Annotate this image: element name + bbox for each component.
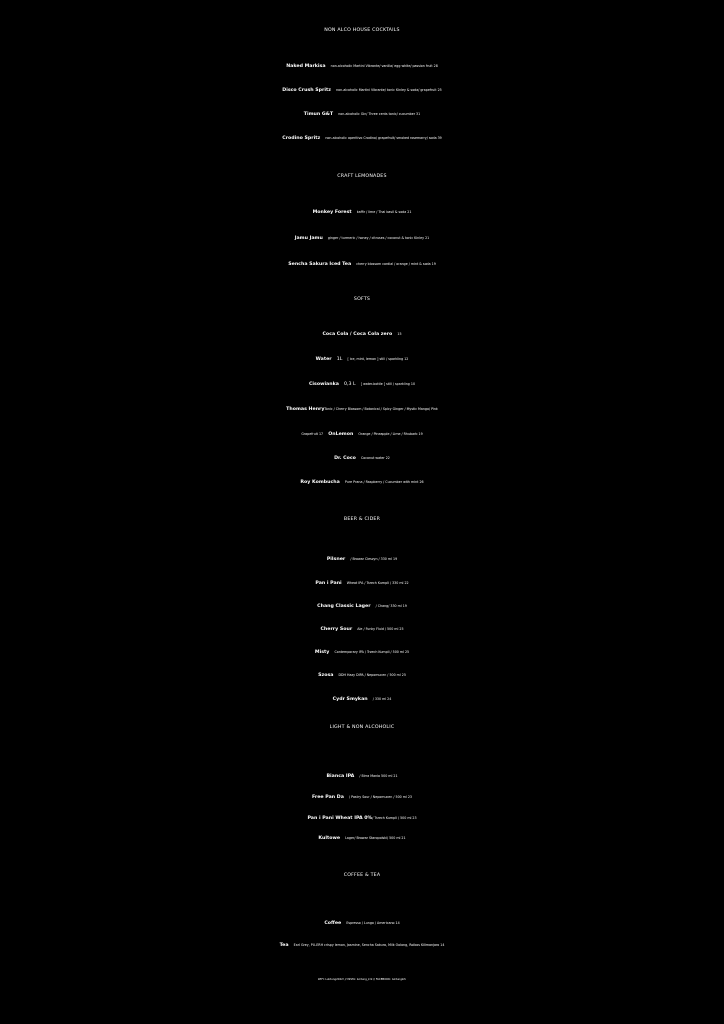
item-name: Pan i Pani Wheat IPA 0% bbox=[307, 816, 373, 821]
item-description: non-alcoholic Martini Vibrante/ vanilla/ egg white/ passion fruit 28 bbox=[330, 64, 438, 68]
menu-item bbox=[0, 806, 724, 822]
item-name: Misty bbox=[314, 650, 330, 655]
menu-item bbox=[0, 200, 724, 216]
item-description: ginger / turmeric / honey / citruses / coconut & tonic Kinley 21 bbox=[327, 236, 430, 240]
item-description: Espresso / Lungo / Americano 14 bbox=[346, 921, 400, 925]
item-name: Dr. Coco bbox=[334, 456, 356, 461]
menu-item bbox=[0, 78, 724, 94]
item-description: kaffir / lime / Thai basil & soda 21 bbox=[356, 210, 412, 214]
item-name: Chang Classic Lager bbox=[317, 604, 371, 609]
item-name: Coca Cola / Coca Cola zero bbox=[322, 332, 393, 337]
section-heading: SOFTS bbox=[353, 297, 371, 302]
menu-item bbox=[0, 911, 724, 927]
item-description: cherry blossom cordial / orange / mint & soda 19 bbox=[356, 262, 436, 266]
section-heading: LIGHT & NON ALCOHOLIC bbox=[329, 725, 395, 730]
item-description: / Trzech Kumpli / 500 ml 23 bbox=[372, 816, 417, 820]
item-name: Coffee bbox=[324, 921, 342, 926]
item-description: Coconut water 22 bbox=[360, 456, 390, 460]
menu-item bbox=[0, 422, 724, 438]
item-name: Water bbox=[315, 357, 332, 362]
menu-item bbox=[0, 54, 724, 70]
footer-contact: WIFI: Luktung2022! // INSTA: luktung_krk // FACEBOOK: luktungkrk bbox=[317, 978, 407, 981]
item-description: Orange / Pineapple / Lime / Rhubarb 19 bbox=[358, 432, 423, 436]
item-description: Lager/ Browar Staropolski/ 500 ml 21 bbox=[345, 836, 406, 840]
item-description: / Browar Cieszyn / 330 ml 19 bbox=[350, 557, 398, 561]
menu-item bbox=[0, 594, 724, 610]
menu-item bbox=[0, 446, 724, 462]
item-name: Thomas Henry bbox=[286, 407, 325, 412]
item-name: Timun G&T bbox=[303, 112, 334, 117]
item-name: Szosa bbox=[318, 673, 334, 678]
item-description: Ale / Funky Fluid / 500 ml 25 bbox=[357, 627, 404, 631]
item-name: Roy Kombucha bbox=[300, 480, 340, 485]
item-name: Monkey Forest bbox=[312, 210, 352, 215]
menu-item bbox=[0, 826, 724, 842]
item-name: Free Pan Da bbox=[311, 795, 344, 800]
item-name: Bianca IPA bbox=[326, 774, 355, 779]
section-heading: CRAFT LEMONADES bbox=[337, 174, 387, 179]
menu-item bbox=[0, 470, 724, 486]
item-name: Cherry Sour bbox=[320, 627, 353, 632]
item-name: Cisowianka bbox=[308, 382, 339, 387]
item-description: Earl Grey, PU-ERH crispy lemon, Jasmine, Sencha Sakura, Milk Oolong, Roibos Kilimanjaro 14 bbox=[293, 943, 445, 947]
item-description: / Pastry Sour / Nepomucen / 500 ml 23 bbox=[349, 795, 412, 799]
item-name: OnLemon bbox=[328, 432, 354, 437]
menu-item bbox=[0, 126, 724, 142]
item-name: Kultowe bbox=[318, 836, 341, 841]
item-name: Pan i Pani bbox=[315, 581, 342, 586]
item-description: DDH Hazy DIPA / Nepomucen / 500 ml 25 bbox=[338, 673, 406, 677]
item-description: [ ice, mint, lemon ] still / sparkling 12 bbox=[347, 357, 409, 361]
menu-item bbox=[0, 687, 724, 703]
menu-item bbox=[0, 764, 724, 780]
menu-item bbox=[0, 571, 724, 587]
section-heading: NON ALCO HOUSE COCKTAILS bbox=[324, 28, 400, 33]
menu-item bbox=[0, 663, 724, 679]
menu-item bbox=[0, 397, 724, 413]
item-description-continued: Grapefruit 17 bbox=[301, 432, 324, 436]
item-name: Crodino Spritz bbox=[282, 136, 321, 141]
item-description: non-alcoholic Martini Vibrante/ tonic Kinley & soda/ grapefruit 25 bbox=[336, 88, 442, 92]
menu-item bbox=[0, 226, 724, 242]
menu-item bbox=[0, 617, 724, 633]
item-name: Pilsner bbox=[326, 557, 346, 562]
menu-item bbox=[0, 785, 724, 801]
item-name: Jamu Jamu bbox=[294, 236, 323, 241]
menu-item bbox=[0, 547, 724, 563]
item-description: 15 bbox=[397, 332, 402, 336]
menu-item bbox=[0, 322, 724, 338]
item-description: Contemporary IPA / Trzech Kumpli / 500 ml 25 bbox=[334, 650, 410, 654]
item-name: Sencha Sakura Iced Tea bbox=[288, 262, 352, 267]
item-size: 0,3 L bbox=[344, 382, 356, 387]
item-description: / Chang/ 330 ml 19 bbox=[375, 604, 407, 608]
menu-item bbox=[0, 102, 724, 118]
item-description: Tonic / Cherry Blossom / Botanical / Spicy Ginger / Mystic Mango/ Pink bbox=[324, 407, 438, 411]
menu-item bbox=[0, 933, 724, 949]
item-description: / Birra Mania 500 ml 21 bbox=[359, 774, 398, 778]
item-description: Pure Prana / Raspberry / Cucumber with mint 26 bbox=[344, 480, 424, 484]
section-heading: COFFEE & TEA bbox=[343, 873, 381, 878]
section-heading: BEER & CIDER bbox=[343, 517, 381, 522]
item-description: non-alcoholic Gin/ Three cents tonic/ cucumber 31 bbox=[338, 112, 421, 116]
item-description: [ water-bottle ] still / sparkling 10 bbox=[360, 382, 416, 386]
item-description: non-alcoholic aperitivo Crodino/ grapefruit/ smoked rosemarry/ soda 39 bbox=[325, 136, 442, 140]
item-name: Tea bbox=[279, 943, 289, 948]
menu-item bbox=[0, 372, 724, 388]
menu-item bbox=[0, 640, 724, 656]
item-size: 1L bbox=[336, 357, 343, 362]
item-description: / 330 ml 24 bbox=[372, 697, 392, 701]
item-name: Disco Crush Spritz bbox=[282, 88, 331, 93]
item-description: Wheat IPA / Trzech Kumpli / 330 ml 22 bbox=[346, 581, 409, 585]
item-name: Naked Markisa bbox=[286, 64, 326, 69]
menu-item bbox=[0, 252, 724, 268]
item-name: Cydr Smykan bbox=[332, 697, 368, 702]
menu-item bbox=[0, 347, 724, 363]
